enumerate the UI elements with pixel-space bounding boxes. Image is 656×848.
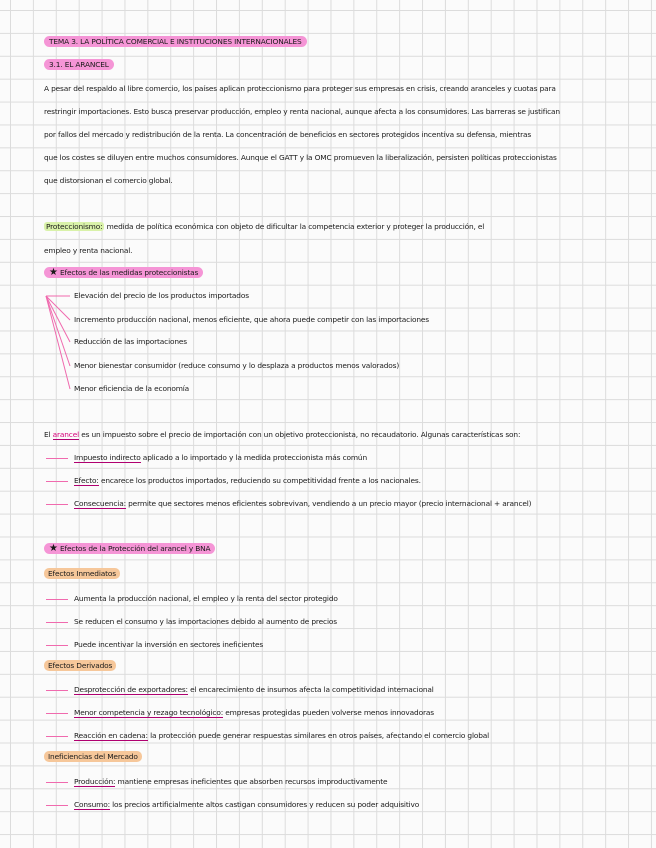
definition-line: Proteccionismo: medida de política económica con objeto de dificultar la competencia exterior y proteger la producción, el	[46, 222, 485, 231]
derived-heading: Efectos Derivados	[44, 661, 116, 671]
bullet-dash	[46, 458, 68, 459]
bullet-dash	[46, 504, 68, 505]
section2-heading: ★ Efectos de la Protección del arancel y BNA	[44, 544, 215, 554]
feature-item: Efecto: encarece los productos importados, reduciendo su competitividad frente a los nacionales.	[74, 476, 421, 485]
feature-item: Impuesto indirecto aplicado a lo importado y la medida proteccionista más común	[74, 453, 367, 462]
effect-item: Menor bienestar consumidor (reduce consumo y lo desplaza a productos menos valorados)	[74, 361, 400, 370]
bullet-dash	[46, 805, 68, 806]
arancel-term: arancel	[52, 430, 80, 439]
section-title: 3.1. EL ARANCEL	[44, 60, 114, 70]
definition-line: empleo y renta nacional.	[44, 246, 133, 255]
inefficiency-item: Producción: mantiene empresas ineficientes que absorben recursos improductivamente	[74, 777, 388, 786]
effect-item: Reducción de las importaciones	[74, 337, 187, 346]
bullet-dash	[46, 713, 68, 714]
derived-item: Desprotección de exportadores: el encarecimiento de insumos afecta la competitividad internacional	[74, 685, 434, 694]
intro-line: que los costes se diluyen entre muchos consumidores. Aunque el GATT y la OMC promueven la liberalización, persisten políticas proteccionistas	[44, 153, 557, 162]
feature-item: Consecuencia: permite que sectores menos eficientes sobrevivan, vendiendo a un precio mayor (precio internacional + arancel)	[74, 499, 532, 508]
immediate-heading: Efectos Inmediatos	[44, 569, 120, 579]
intro-line: A pesar del respaldo al libre comercio, los países aplican proteccionismo para proteger sus empresas en crisis, creando aranceles y cuotas para	[44, 84, 556, 93]
bullet-dash	[46, 736, 68, 737]
bullet-dash	[46, 645, 68, 646]
bullet-dash	[46, 481, 68, 482]
effect-item: Incremento producción nacional, menos eficiente, que ahora puede competir con las importaciones	[74, 315, 430, 324]
bullet-dash	[46, 622, 68, 623]
definition-term: Proteccionismo:	[46, 222, 103, 231]
intro-line: por fallos del mercado y redistribución de la renta. La concentración de beneficios en sectores protegidos incentiva su defensa, mientras	[44, 130, 532, 139]
star-icon: ★	[49, 543, 58, 554]
bullet-dash	[46, 599, 68, 600]
derived-item: Menor competencia y rezago tecnológico: empresas protegidas pueden volverse menos innovadoras	[74, 708, 434, 717]
bullet-dash	[46, 690, 68, 691]
bullet-dash	[46, 782, 68, 783]
inefficiency-item: Consumo: los precios artificialmente altos castigan consumidores y reducen su poder adquisitivo	[74, 800, 420, 809]
arancel-definition: El arancel es un impuesto sobre el precio de importación con un objetivo proteccionista, no recaudatorio. Algunas características son:	[44, 430, 521, 439]
immediate-item: Se reducen el consumo y las importaciones debido al aumento de precios	[74, 617, 337, 626]
immediate-item: Aumenta la producción nacional, el empleo y la renta del sector protegido	[74, 594, 338, 603]
effect-item: Menor eficiencia de la economía	[74, 384, 190, 393]
page-title: TEMA 3. LA POLÍTICA COMERCIAL E INSTITUCIONES INTERNACIONALES	[44, 37, 307, 47]
intro-line: restringir importaciones. Esto busca preservar producción, empleo y renta nacional, aunque afecta a los consumidores. Las barreras se justifican	[44, 107, 560, 116]
inefficiencies-heading: Ineficiencias del Mercado	[44, 752, 142, 762]
derived-item: Reacción en cadena: la protección puede generar respuestas similares en otros países, afectando el comercio global	[74, 731, 490, 740]
intro-line: que distorsionan el comercio global.	[44, 176, 173, 185]
immediate-item: Puede incentivar la inversión en sectores ineficientes	[74, 640, 264, 649]
star-icon: ★	[49, 267, 58, 278]
effects-heading: ★ Efectos de las medidas proteccionistas	[44, 268, 203, 278]
effect-item: Elevación del precio de los productos importados	[74, 291, 249, 300]
